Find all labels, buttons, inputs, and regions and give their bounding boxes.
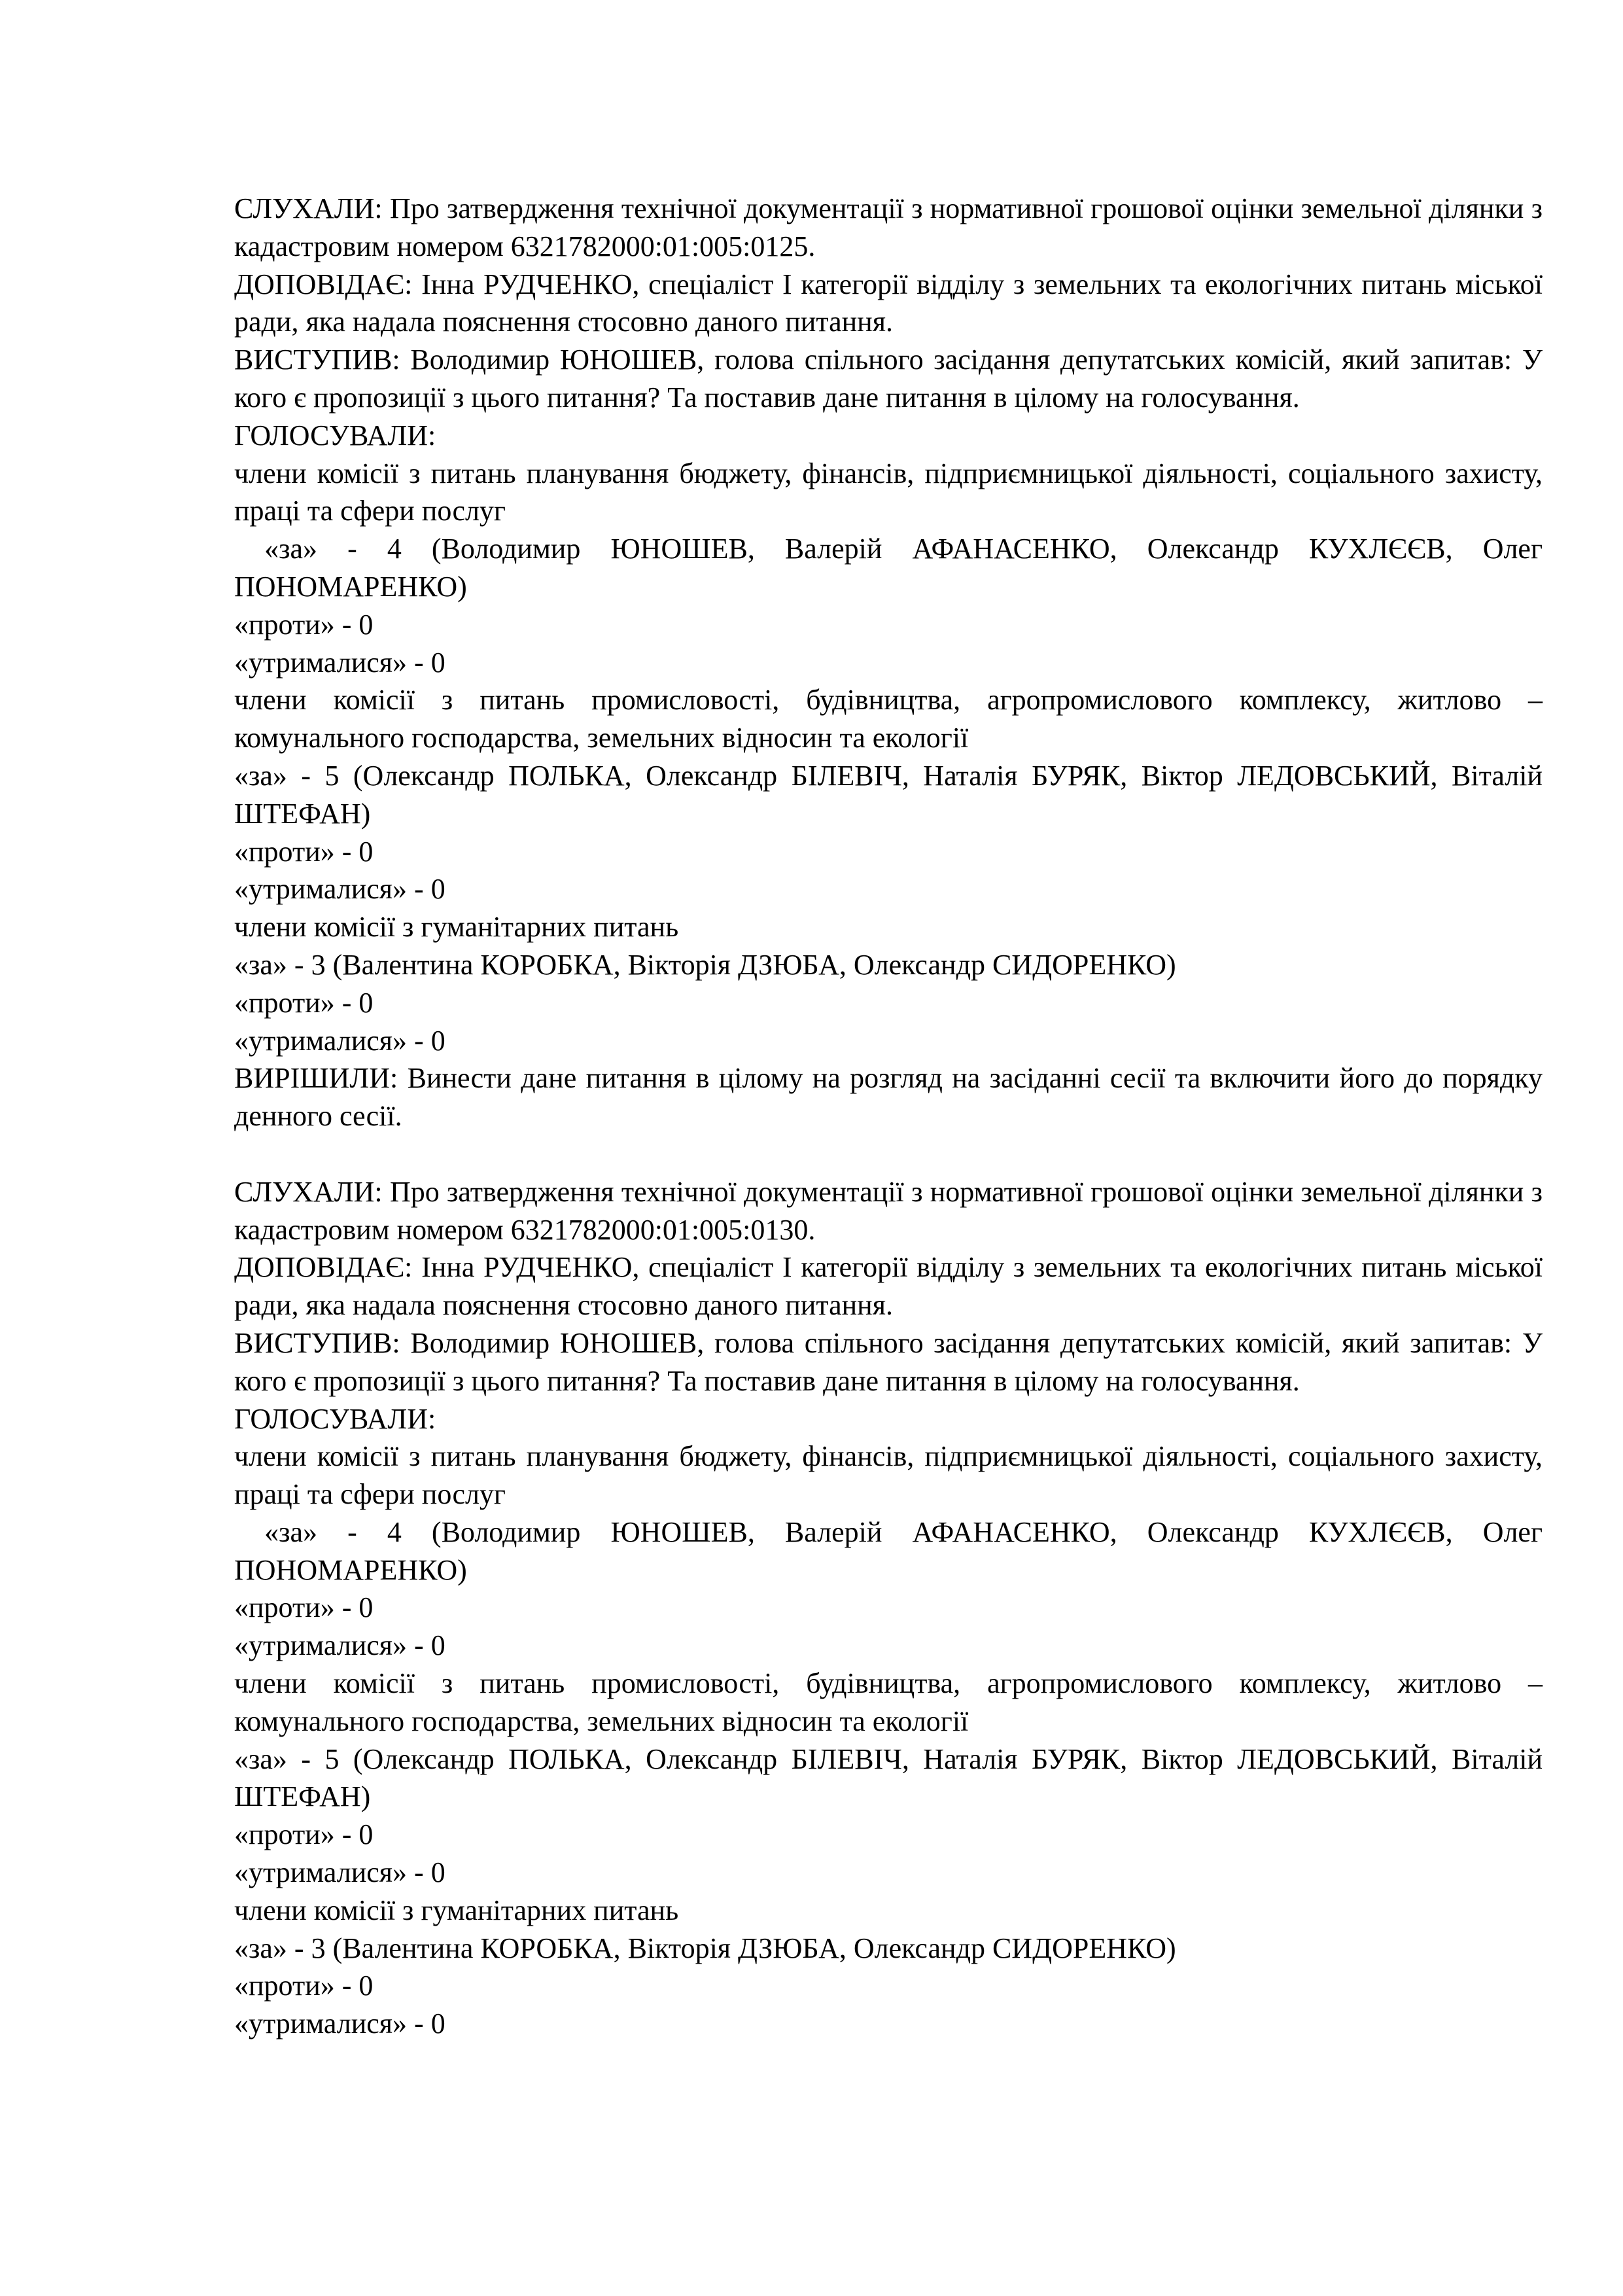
vote-against: «проти» - 0: [234, 608, 374, 641]
vote-for: «за» - 4 (Володимир ЮНОШЕВ, Валерій АФАНАСЕНКО, Олександр КУХЛЄЄВ, Олег ПОНОМАРЕНКО): [234, 1515, 1550, 1586]
speaker-paragraph: ВИСТУПИВ: Володимир ЮНОШЕВ, голова спільного засідання депутатських комісій, який запитав: У кого є пропозиції з цього питання? Та поставив дане питання в цілому на голосування.: [234, 1326, 1543, 1397]
reporter-paragraph: ДОПОВІДАЄ: Інна РУДЧЕНКО, спеціаліст І категорії відділу з земельних та екологічних питань міської ради, яка надала пояснення стосовно даного питання.: [234, 1251, 1543, 1322]
vote-abstained: «утрималися» - 0: [234, 2007, 445, 2040]
heard-paragraph: СЛУХАЛИ: Про затвердження технічної документації з нормативної грошової оцінки земельної ділянки з кадастровим номером 6321782000:01:005:0125.: [234, 192, 1543, 262]
document-page: [234, 190, 1550, 2043]
vote-abstained: «утрималися» - 0: [234, 646, 445, 679]
speaker-paragraph: ВИСТУПИВ: Володимир ЮНОШЕВ, голова спільного засідання депутатських комісій, який запитав: У кого є пропозиції з цього питання? Та поставив дане питання в цілому на голосування.: [234, 344, 1543, 414]
vote-abstained: «утрималися» - 0: [234, 1856, 445, 1889]
vote-for: «за» - 5 (Олександр ПОЛЬКА, Олександр БІЛЕВІЧ, Наталія БУРЯК, Віктор ЛЕДОВСЬКИЙ, Віталій ШТЕФАН): [234, 759, 1543, 830]
committee-name: члени комісії з питань промисловості, будівництва, агропромислового комплексу, житлово – комунального господарства, земельних відносин та екології: [234, 1667, 1543, 1737]
committee-name: члени комісії з гуманітарних питань: [234, 911, 679, 944]
vote-abstained: «утрималися» - 0: [234, 1024, 445, 1057]
vote-against: «проти» - 0: [234, 1969, 374, 2002]
vote-for: «за» - 5 (Олександр ПОЛЬКА, Олександр БІЛЕВІЧ, Наталія БУРЯК, Віктор ЛЕДОВСЬКИЙ, Віталій ШТЕФАН): [234, 1742, 1543, 1813]
vote-abstained: «утрималися» - 0: [234, 1629, 445, 1662]
committee-name: члени комісії з гуманітарних питань: [234, 1894, 679, 1926]
committee-name: члени комісії з питань планування бюджету, фінансів, підприємницької діяльності, соціального захисту, праці та сфери послуг: [234, 1440, 1543, 1511]
vote-for: «за» - 3 (Валентина КОРОБКА, Вікторія ДЗЮБА, Олександр СИДОРЕНКО): [234, 948, 1176, 981]
committee-name: члени комісії з питань планування бюджету, фінансів, підприємницької діяльності, соціального захисту, праці та сфери послуг: [234, 457, 1543, 527]
vote-against: «проти» - 0: [234, 835, 374, 868]
vote-abstained: «утрималися» - 0: [234, 873, 445, 906]
decided-paragraph: ВИРІШИЛИ: Винести дане питання в цілому на розгляд на засіданні сесії та включити його до порядку денного сесії.: [234, 1062, 1543, 1133]
vote-against: «проти» - 0: [234, 986, 374, 1019]
voted-label: ГОЛОСУВАЛИ:: [234, 419, 436, 451]
voted-label: ГОЛОСУВАЛИ:: [234, 1402, 436, 1435]
agenda-item-2: [234, 1173, 1550, 2043]
vote-against: «проти» - 0: [234, 1591, 374, 1624]
reporter-paragraph: ДОПОВІДАЄ: Інна РУДЧЕНКО, спеціаліст І категорії відділу з земельних та екологічних питань міської ради, яка надала пояснення стосовно даного питання.: [234, 268, 1543, 338]
vote-against: «проти» - 0: [234, 1818, 374, 1851]
vote-for: «за» - 3 (Валентина КОРОБКА, Вікторія ДЗЮБА, Олександр СИДОРЕНКО): [234, 1932, 1176, 1964]
committee-name: члени комісії з питань промисловості, будівництва, агропромислового комплексу, житлово – комунального господарства, земельних відносин та екології: [234, 684, 1543, 754]
heard-paragraph: СЛУХАЛИ: Про затвердження технічної документації з нормативної грошової оцінки земельної ділянки з кадастровим номером 6321782000:01:005:0130.: [234, 1175, 1543, 1246]
vote-for: «за» - 4 (Володимир ЮНОШЕВ, Валерій АФАНАСЕНКО, Олександр КУХЛЄЄВ, Олег ПОНОМАРЕНКО): [234, 533, 1550, 603]
agenda-item-1: [234, 190, 1550, 1135]
